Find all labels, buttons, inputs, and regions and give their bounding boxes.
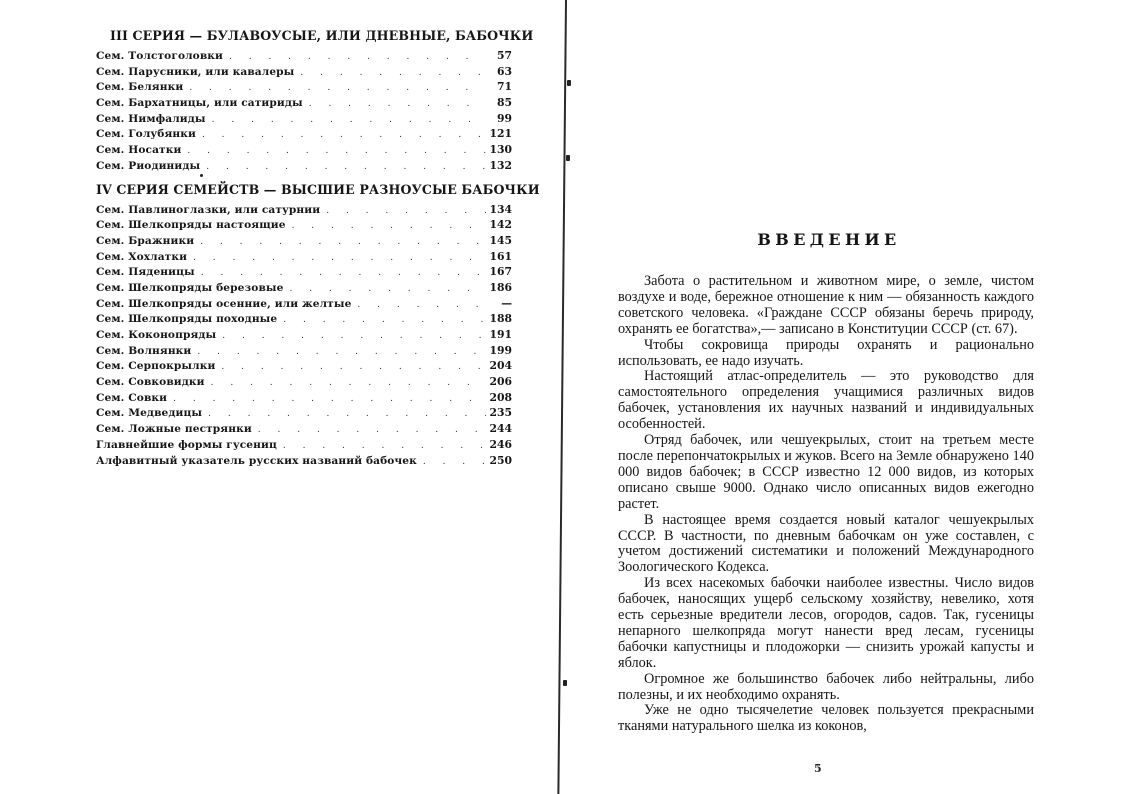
toc-entry	[96, 64, 512, 80]
dot-leader	[196, 128, 486, 144]
toc-entry	[96, 249, 512, 265]
toc-entry-title: Сем. Шелкопряды березовые	[96, 281, 284, 294]
toc-entry-page: 63	[496, 64, 512, 78]
dot-leader	[351, 298, 486, 314]
toc-entry-title: Сем. Медведицы	[96, 407, 203, 420]
book-gutter-line	[557, 0, 566, 794]
toc-entry-page: 145	[489, 233, 512, 247]
toc-entry	[96, 48, 512, 64]
dot-leader	[205, 376, 486, 392]
toc-entry-title: Сем. Совки	[96, 391, 168, 404]
toc-entry-title: Сем. Парусники, или кавалеры	[96, 65, 295, 78]
toc-entry	[96, 405, 512, 421]
toc-entry-title: Алфавитный указатель русских названий бабочек	[96, 454, 417, 467]
dot-leader	[215, 360, 486, 376]
paragraph: Из всех насекомых бабочки наиболее известны. Число видов бабочек, наносящих ущерб сельскому хозяйству, невелико, хотя есть серьезные вредители лесов, огородов, садов. Так, гусеницы непарного шелкопряда могут нанести вред лесам, гусеницы бабочки капустницы и плодожорки — снизить урожай капусты и яблок.	[618, 575, 1034, 671]
toc-entry-page: 191	[489, 328, 512, 341]
toc-entry-page: 57	[496, 49, 512, 62]
dot-leader	[206, 113, 486, 129]
page-number: 5	[814, 762, 822, 775]
toc-entry	[96, 217, 512, 233]
toc-entry	[96, 358, 512, 374]
introduction	[618, 226, 1034, 735]
paragraph: Чтобы сокровища природы охранять и рационально использовать, ее надо изучать.	[618, 336, 1034, 369]
dot-leader	[252, 423, 486, 439]
dot-leader	[277, 313, 486, 329]
toc-entry-page: 132	[489, 158, 512, 172]
dot-leader	[200, 160, 486, 176]
dot-leader	[191, 345, 486, 361]
toc-entry-title: Сем. Совковидки	[96, 376, 205, 389]
dot-leader	[195, 266, 486, 282]
toc-entry	[96, 390, 512, 406]
dot-leader	[194, 235, 486, 251]
toc-entry-page: 244	[489, 422, 512, 436]
toc-entry-page: 167	[489, 265, 512, 279]
toc-entry-page: 134	[489, 202, 512, 216]
toc-entry-page: 204	[489, 359, 512, 373]
toc-entry-title: Сем. Пяденицы	[96, 266, 195, 279]
toc-entry-page: 186	[489, 280, 512, 294]
toc-entry	[96, 79, 512, 95]
table-of-contents	[96, 26, 540, 468]
toc-entry-page: 161	[489, 249, 512, 263]
toc-entry	[96, 111, 512, 127]
toc-entry	[96, 264, 512, 280]
toc-entry	[96, 202, 512, 218]
toc-entry-title: Сем. Толстоголовки	[96, 50, 224, 62]
toc-entry-title: Сем. Шелкопряды настоящие	[96, 219, 286, 232]
toc-section-heading: IV СЕРИЯ СЕМЕЙСТВ — ВЫСШИЕ РАЗНОУСЫЕ БАБОЧКИ	[96, 181, 540, 197]
toc-entry-page: 121	[489, 127, 512, 141]
toc-entry	[96, 453, 512, 469]
dot-leader	[417, 455, 486, 471]
toc-entry-title: Сем. Нимфалиды	[96, 112, 206, 125]
toc-entry	[96, 421, 512, 437]
paragraph: В настоящее время создается новый каталог чешуекрылых СССР. В частности, по дневным бабочкам он уже составлен, с учетом достижений систематики и положений Международного Зоологического Кодекса.	[618, 511, 1034, 576]
toc-entry-title: Сем. Белянки	[96, 81, 184, 94]
toc-entry	[96, 311, 512, 327]
dot-leader	[320, 204, 486, 220]
toc-entry-page: 85	[496, 96, 512, 110]
toc-entry	[96, 142, 512, 158]
paragraph: Уже не одно тысячелетие человек пользуется прекрасными тканями натурального шелка из коконов,	[618, 702, 1034, 735]
toc-entry-page: 246	[489, 437, 512, 451]
toc-entry-page: 188	[489, 312, 512, 326]
gutter-mark	[567, 80, 571, 86]
toc-entry-page: 99	[496, 111, 512, 125]
toc-entry-title: Главнейшие формы гусениц	[96, 438, 277, 451]
paragraph: Настоящий атлас-определитель — это руководство для самостоятельного определения учащимися различных видов бабочек, установления их научных названий и индивидуальных особенностей.	[618, 368, 1034, 433]
dot-leader	[183, 81, 486, 97]
toc-entry	[96, 327, 512, 343]
toc-entry-title: Сем. Серпокрылки	[96, 360, 216, 373]
dot-leader	[216, 329, 486, 345]
toc-entry-title: Сем. Шелкопряды походные	[96, 313, 278, 326]
toc-entry	[96, 343, 512, 359]
paragraph: Огромное же большинство бабочек либо нейтральны, либо полезны, и их необходимо охранять.	[618, 670, 1034, 703]
dot-leader	[187, 251, 486, 267]
toc-entry-title: Сем. Голубянки	[96, 128, 196, 141]
dot-leader	[223, 50, 486, 66]
toc-entry-title: Сем. Хохлатки	[96, 250, 188, 263]
toc-entry-title: Сем. Бражники	[96, 234, 195, 247]
paragraph: Забота о растительном и животном мире, о земле, чистом воздухе и воде, бережное отношение к ним — обязанность каждого советского человека. «Граждане СССР обязаны беречь природу, охранять ее богатства»,— записано в Конституции СССР (ст. 67).	[618, 273, 1034, 337]
toc-entry-title: Сем. Ложные пестрянки	[96, 423, 252, 436]
toc-entry-title: Сем. Коконопряды	[96, 329, 217, 341]
dot-leader	[167, 392, 486, 408]
gutter-mark	[563, 680, 567, 686]
paragraph: Отряд бабочек, или чешуекрылых, стоит на третьем месте после перепончатокрылых и жуков. Всего на Земле обнаружено 140 000 видов бабочек; в СССР известно 12 000 видов, из которых описано свыше 9000. Однако число описанных видов ежегодно растет.	[618, 432, 1034, 512]
toc-entry-title: Сем. Волнянки	[96, 344, 192, 357]
dot-leader	[283, 282, 486, 298]
toc-entry	[96, 437, 512, 453]
toc-entry-page: 199	[489, 343, 512, 357]
dot-leader	[181, 144, 486, 160]
toc-entry-title: Сем. Носатки	[96, 144, 182, 157]
toc-entry	[96, 95, 512, 111]
toc-section-list	[96, 48, 512, 174]
toc-section-list	[96, 202, 512, 469]
toc-entry-page: 71	[496, 80, 512, 94]
toc-entry	[96, 158, 512, 174]
gutter-mark	[566, 155, 570, 161]
print-speck	[200, 174, 203, 177]
dot-leader	[294, 66, 486, 82]
toc-entry-page: 235	[489, 406, 512, 420]
dot-leader	[202, 407, 486, 423]
toc-entry-page: 130	[489, 143, 512, 157]
toc-entry	[96, 280, 512, 296]
toc-entry-page: 208	[489, 390, 512, 404]
toc-entry-page: 142	[489, 218, 512, 232]
dot-leader	[277, 439, 486, 455]
toc-entry-title: Сем. Бархатницы, или сатириды	[96, 97, 303, 110]
toc-entry-title: Сем. Павлиноглазки, или сатурнии	[96, 203, 321, 216]
toc-entry-page: —	[501, 296, 512, 310]
toc-entry-page: 250	[489, 453, 512, 467]
chapter-title: ВВЕДЕНИЕ	[757, 230, 901, 249]
toc-entry-title: Сем. Шелкопряды осенние, или желтые	[96, 297, 352, 310]
toc-entry-page: 206	[489, 375, 512, 389]
toc-entry	[96, 374, 512, 390]
toc-entry	[96, 296, 512, 312]
toc-entry	[96, 126, 512, 142]
toc-section-heading: III СЕРИЯ — БУЛАВОУСЫЕ, ИЛИ ДНЕВНЫЕ, БАБОЧКИ	[110, 28, 534, 43]
toc-entry-title: Сем. Риодиниды	[96, 159, 201, 172]
introduction-body	[618, 274, 1034, 735]
toc-entry	[96, 233, 512, 249]
dot-leader	[303, 97, 486, 113]
dot-leader	[286, 219, 486, 235]
